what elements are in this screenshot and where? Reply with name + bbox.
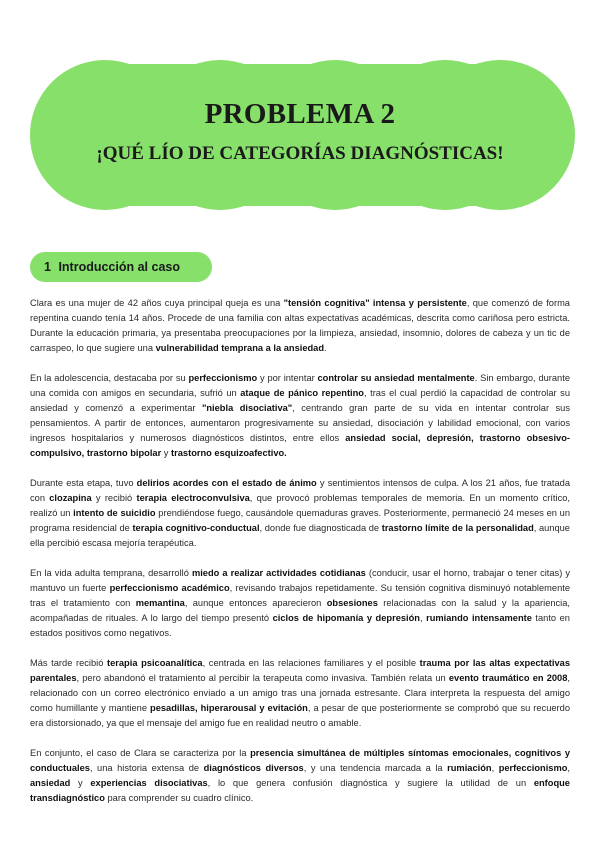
bold-phrase: delirios acordes con el estado de ánimo (136, 478, 317, 488)
text-run: Durante esta etapa, tuvo (30, 478, 137, 488)
text-run: Más tarde recibió (30, 658, 107, 668)
text-run: En la vida adulta temprana, desarrolló (30, 568, 192, 578)
text-run: , a pesar de que posteriormente se comprobó que su recuerdo era distorsionado, ya que el mensaje del amigo fue en realidad neutro o amable. (30, 703, 570, 728)
text-run: , lo que genera confusión diagnóstica y sugiere la utilidad de un (207, 778, 534, 788)
section-label: Introducción al caso (58, 260, 180, 274)
case-body (30, 296, 570, 821)
text-run: , que provocó problemas temporales de memoria. En un momento crítico, realizó un (30, 493, 570, 518)
text-run: , revisando trabajos repetidamente. Su tensión cognitiva disminuyó notablemente tras el tratamiento con (30, 583, 570, 608)
bold-phrase: trastorno esquizoafectivo. (171, 448, 287, 458)
text-run: y sentimientos intensos de culpa. A los 21 años, fue tratada con (30, 478, 570, 503)
banner-shape (0, 60, 600, 210)
text-run: , pero abandonó el tratamiento al percibir la terapeuta como invasiva. También relata un (76, 673, 449, 683)
text-run: , centrando gran parte de su vida en intentar controlar sus pensamientos. A partir de entonces, aumentaron progresivamente su ansiedad, disociación y labilidad emocional, con varios ingresos hospitalarios y numerosos diagnósticos distintos, entre ellos (30, 403, 571, 443)
bold-phrase: terapia psicoanalítica (107, 658, 203, 668)
bold-phrase: controlar su ansiedad mentalmente (317, 373, 475, 383)
text-run: , relacionado con un correo electrónico enviado a un amigo tras una jornada estresante. Clara interpreta la respuesta del amigo como humillante y mantiene (30, 673, 570, 713)
paragraph (30, 656, 570, 731)
bold-phrase: terapia cognitivo-conductual (132, 523, 260, 533)
paragraph (30, 746, 570, 806)
page-subtitle: ¡QUÉ LÍO DE CATEGORÍAS DIAGNÓSTICAS! (96, 143, 504, 164)
text-run: , una historia extensa de (89, 763, 204, 773)
paragraph (30, 371, 570, 461)
bold-phrase: terapia electroconvulsiva (136, 493, 250, 503)
bold-phrase: trastorno límite de la personalidad (381, 523, 534, 533)
bold-phrase: obsesiones (326, 598, 378, 608)
text-run: , (419, 613, 427, 623)
text-run: y (161, 448, 172, 458)
text-run: . (324, 343, 327, 353)
text-run: , aunque entonces aparecieron (184, 598, 327, 608)
bold-phrase: clozapina (49, 493, 92, 503)
page-title: PROBLEMA 2 (204, 98, 396, 130)
bold-phrase: experiencias disociativas (90, 778, 208, 788)
text-run: , donde fue diagnosticada de (259, 523, 382, 533)
paragraph (30, 296, 570, 356)
text-run: , y una tendencia marcada a la (303, 763, 448, 773)
bold-phrase: "niebla disociativa" (201, 403, 293, 413)
bold-phrase: memantina (135, 598, 185, 608)
bold-phrase: perfeccionismo (188, 373, 258, 383)
text-run: , que comenzó de forma repentina cuando tenía 14 años. Procede de una familia con altas expectativas académicas, descrita como cariñosa pero estricta. Durante la educación primaria, ya presentaba preocupaciones por la limpieza, ansiedad, insomnio, dolores de cabeza y un tic de carraspeo, lo que sugiere una (30, 298, 570, 353)
text-run: y por intentar (257, 373, 318, 383)
bold-phrase: ansiedad social, depresión, trastorno obsesivo-compulsivo, trastorno bipolar (30, 433, 570, 458)
bold-phrase: perfeccionismo académico (109, 583, 230, 593)
bold-phrase: ciclos de hipomanía y depresión (272, 613, 420, 623)
bold-phrase: intento de suicidio (73, 508, 156, 518)
bold-phrase: diagnósticos diversos (203, 763, 304, 773)
text-run: y (70, 778, 91, 788)
text-run: y recibió (91, 493, 137, 503)
text-run: para comprender su cuadro clínico. (104, 793, 254, 803)
bold-phrase: rumiación (447, 763, 492, 773)
bold-phrase: "tensión cognitiva" intensa y persistente (283, 298, 467, 308)
paragraph (30, 476, 570, 551)
bold-phrase: perfeccionismo (498, 763, 568, 773)
bold-phrase: rumiando intensamente (426, 613, 532, 623)
bold-phrase: trauma por las altas expectativas parentales (30, 658, 570, 683)
section-number: 1 (44, 260, 51, 274)
bold-phrase: evento traumático en 2008 (448, 673, 568, 683)
text-run: , (567, 763, 570, 773)
text-run: En conjunto, el caso de Clara se caracteriza por la (30, 748, 251, 758)
text-run: , aunque ella percibió escasa mejoría terapéutica. (30, 523, 570, 548)
bold-phrase: pesadillas, hiperarousal y evitación (150, 703, 308, 713)
bold-phrase: ataque de pánico repentino (240, 388, 364, 398)
section-heading (30, 252, 212, 282)
text-run: . Sin embargo, durante una comida con amigos en secundaria, sufrió un (30, 373, 570, 398)
title-banner (0, 60, 600, 210)
bold-phrase: miedo a realizar actividades cotidianas (191, 568, 366, 578)
bold-phrase: enfoque transdiagnóstico (30, 778, 570, 803)
text-run: , centrada en las relaciones familiares y el posible (202, 658, 420, 668)
text-run: (conducir, usar el horno, trabajar o tener citas) y mantuvo un fuerte (30, 568, 570, 593)
text-run: , tras el cual perdió la capacidad de controlar su ansiedad y comenzó a experimentar (30, 388, 570, 413)
text-run: , (491, 763, 499, 773)
text-run: Clara es una mujer de 42 años cuya principal queja es una (30, 298, 284, 308)
bold-phrase: ansiedad (30, 778, 71, 788)
paragraph (30, 566, 570, 641)
text-run: relacionadas con la salud y la apariencia, acompañadas de rituales. A lo largo del tiempo presentó (30, 598, 571, 623)
text-run: prendiéndose fuego, causándole quemaduras graves. Posteriormente, permaneció 24 meses en un programa residencial de (30, 508, 571, 533)
bold-phrase: presencia simultánea de múltiples síntomas emocionales, cognitivos y conductuales (30, 748, 570, 773)
text-run: En la adolescencia, destacaba por su (30, 373, 189, 383)
text-run: tanto en estados positivos como negativos. (30, 613, 570, 638)
bold-phrase: vulnerabilidad temprana a la ansiedad (155, 343, 325, 353)
